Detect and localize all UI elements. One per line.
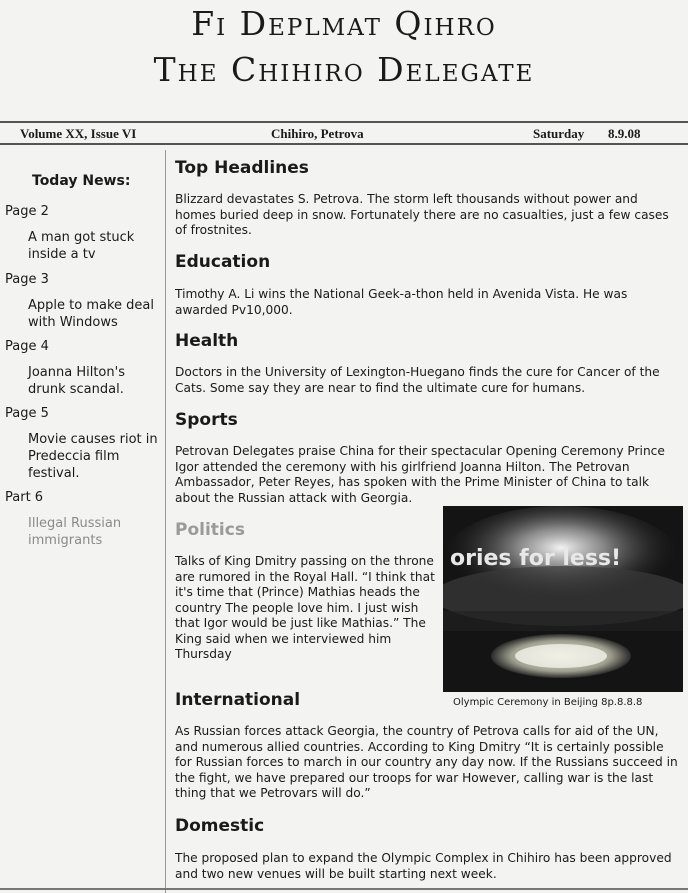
section-heading-health: Health: [175, 331, 239, 351]
sidebar-news-item: Apple to make deal with Windows: [28, 298, 154, 330]
section-heading-politics: Politics: [175, 520, 245, 540]
sidebar-news-item: Joanna Hilton's drunk scandal.: [28, 365, 125, 397]
sidebar-page-label: Part 6: [5, 490, 44, 505]
article-sports: Petrovan Delegates praise China for their spectacular Opening Ceremony Prince Igor attended the ceremony with his girlfriend Joanna Hilton. The Petrovan Ambassador, Peter Reyes, has spoken with the Prime Minister of China to talk about the Russian attack with Georgia.: [175, 444, 665, 505]
sidebar-title: Today News:: [32, 173, 131, 189]
issue-date: 8.9.08: [608, 126, 641, 141]
sidebar-page-label: Page 3: [5, 272, 49, 287]
section-heading-domestic: Domestic: [175, 816, 265, 836]
issue-day: Saturday: [533, 126, 585, 141]
article-domestic: The proposed plan to expand the Olympic Complex in Chihiro has been approved and two new venues will be built starting next week.: [175, 851, 672, 881]
article-international: As Russian forces attack Georgia, the country of Petrova calls for aid of the UN, and numerous allied countries. According to King Dmitry “It is certainly possible for Russian forces to march in our country any day now. If the Russians succeed in the fight, we have prepared our troops for war However, calling war is the last thing that we Petrovars will do.”: [175, 724, 678, 800]
section-heading-top-headlines: Top Headlines: [175, 158, 309, 178]
sidebar-page-label: Page 2: [5, 204, 49, 219]
sidebar-page-label: Page 4: [5, 339, 49, 354]
article-health: Doctors in the University of Lexington-Huegano finds the cure for Cancer of the Cats. Some say they are near to find the ultimate cure for humans.: [175, 365, 660, 395]
sidebar-news-item: Movie causes riot in Predeccia film festival.: [28, 432, 158, 481]
masthead: [0, 0, 688, 118]
section-heading-international: International: [175, 690, 301, 710]
article-education: Timothy A. Li wins the National Geek-a-thon held in Avenida Vista. He was awarded Pv10,000.: [175, 287, 628, 317]
article-top-headlines: Blizzard devastates S. Petrova. The storm left thousands without power and homes buried deep in snow. Fortunately there are no casualties, just a few cases of frostnites.: [175, 192, 669, 237]
masthead-title-native: Fi Deplmat Qihro: [191, 4, 497, 43]
issue-info-bar: [0, 121, 688, 145]
olympic-ceremony-photo: [443, 506, 683, 692]
sidebar-news-item: Illegal Russian immigrants: [28, 516, 122, 548]
article-politics: Talks of King Dmitry passing on the throne are rumored in the Royal Hall. “I think that it's time that (Prince) Mathias heads the country The people love him. I just wish that Igor would be just like Mathias.” The King said when we interviewed him Thursday: [175, 554, 435, 661]
photo-caption: Olympic Ceremony in Beijing 8p.8.8.8: [453, 697, 643, 708]
sidebar-news-item: A man got stuck inside a tv: [28, 230, 135, 262]
watermark-overlay-text: ories for less!: [450, 546, 622, 571]
stadium-image-icon: [443, 506, 683, 692]
volume-issue: Volume XX, Issue VI: [20, 126, 137, 141]
dateline-place: Chihiro, Petrova: [271, 126, 364, 141]
masthead-title-english: The Chihiro Delegate: [153, 50, 535, 89]
section-heading-sports: Sports: [175, 410, 238, 430]
bottom-divider: [0, 888, 688, 890]
section-heading-education: Education: [175, 252, 271, 272]
sidebar-page-label: Page 5: [5, 406, 49, 421]
